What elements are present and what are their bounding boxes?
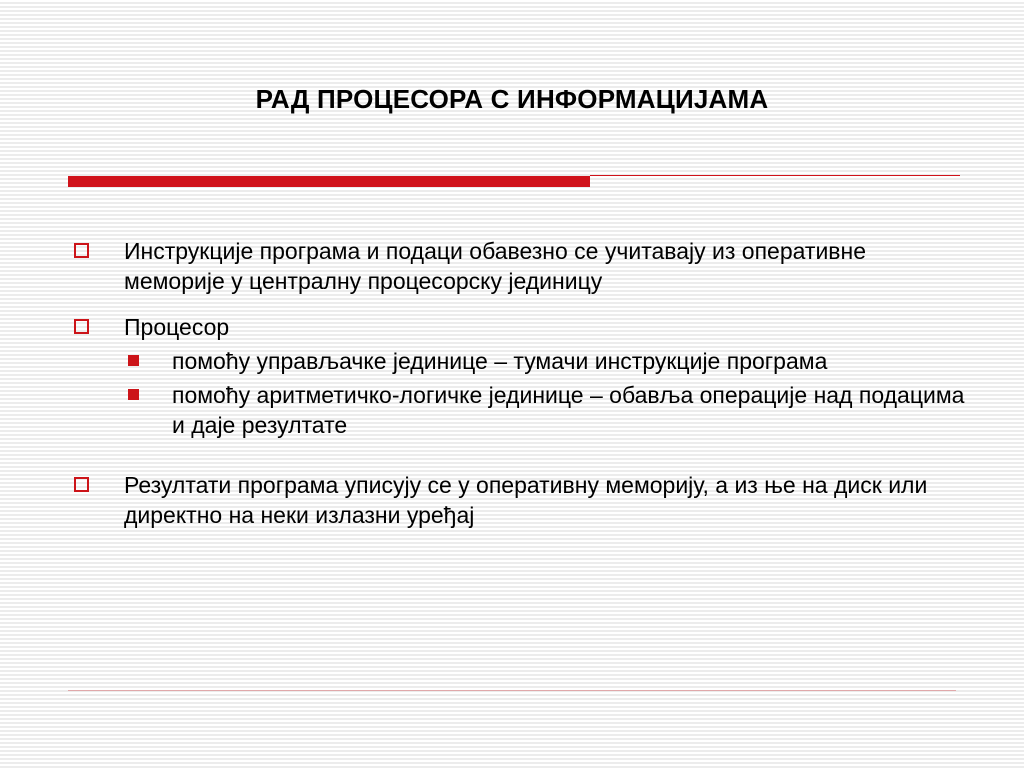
title-underline-thin bbox=[590, 175, 960, 176]
bullet-text: Инструкције програма и подаци обавезно се учитавају из оперативне меморије у централну процесорску јединицу bbox=[124, 238, 867, 294]
bullet-text: Резултати програма уписују се у оперативну меморију, а из ње на диск или директно на неки излазни уређај bbox=[124, 472, 928, 528]
bullet-text: Процесор bbox=[124, 314, 230, 340]
sub-bullet-control-unit bbox=[124, 346, 970, 376]
sub-bullet-alu bbox=[124, 380, 970, 440]
footer-divider bbox=[68, 690, 956, 691]
bullet-item-processor bbox=[70, 312, 970, 342]
solid-square-icon bbox=[128, 355, 139, 366]
hollow-square-icon bbox=[74, 319, 89, 334]
bullet-list bbox=[70, 236, 970, 530]
bullet-item-instructions bbox=[70, 236, 970, 296]
bullet-item-results bbox=[70, 470, 970, 530]
hollow-square-icon bbox=[74, 477, 89, 492]
sub-bullet-text: помоћу управљачке јединице – тумачи инструкције програма bbox=[172, 348, 828, 374]
hollow-square-icon bbox=[74, 243, 89, 258]
sub-bullet-text: помоћу аритметичко-логичке јединице – обавља операције над подацима и даје резултате bbox=[172, 382, 965, 438]
slide-title: РАД ПРОЦЕСОРА С ИНФОРМАЦИЈАМА bbox=[255, 84, 769, 114]
sub-bullet-list bbox=[70, 346, 970, 440]
title-underline-thick bbox=[68, 176, 590, 187]
solid-square-icon bbox=[128, 389, 139, 400]
